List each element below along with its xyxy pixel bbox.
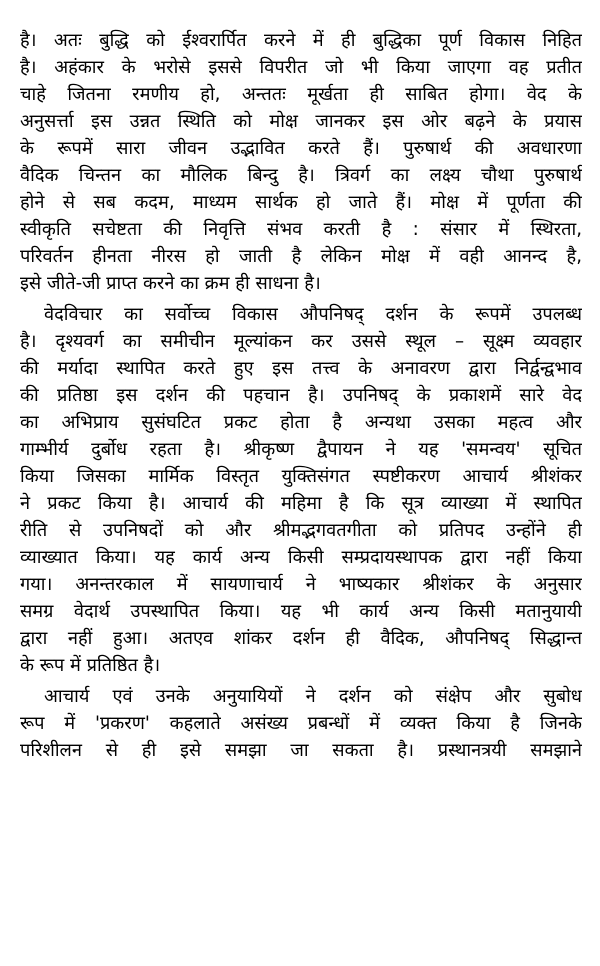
text-line: है। अतः बुद्धि को ईश्वरार्पित करने में ही बुद्धिका पूर्ण विकास निहित (20, 30, 582, 51)
text-line: समग्र वेदार्थ उपस्थापित किया। यह भी कार्य अन्य किसी मतानुयायी (20, 601, 582, 622)
text-line: परिवर्तन हीनता नीरस हो जाती है लेकिन मोक्ष में वही आनन्द है, (20, 246, 582, 267)
text-line: स्वीकृति सचेष्टता की निवृत्ति संभव करती है : संसार में स्थिरता, (20, 219, 582, 240)
text-line: की मर्यादा स्थापित करते हुए इस तत्त्व के अनावरण द्वारा निर्द्वन्द्वभाव (20, 358, 582, 379)
text-line: की प्रतिष्ठा इस दर्शन की पहचान है। उपनिषद् के प्रकाशमें सारे वेद (20, 385, 582, 406)
text-line: रीति से उपनिषदों को और श्रीमद्भगवतगीता को प्रतिपद उन्होंने ही (20, 520, 582, 541)
text-line: के रूप में प्रतिष्ठित है। (20, 655, 161, 676)
text-line: अनुसर्त्ता इस उन्नत स्थिति को मोक्ष जानकर इस ओर बढ़ने के प्रयास (20, 111, 582, 132)
text-line: चाहे जितना रमणीय हो, अन्ततः मूर्खता ही साबित होगा। वेद के (20, 84, 582, 105)
text-line: है। दृश्यवर्ग का समीचीन मूल्यांकन कर उससे स्थूल – सूक्ष्म व्यवहार (20, 331, 582, 352)
text-line: गाम्भीर्य दुर्बोध रहता है। श्रीकृष्ण द्वैपायन ने यह 'समन्वय' सूचित (20, 439, 582, 460)
text-line: द्वारा नहीं हुआ। अतएव शांकर दर्शन ही वैदिक, औपनिषद् सिद्धान्त (20, 628, 582, 649)
text-line: परिशीलन से ही इसे समझा जा सकता है। प्रस्थानत्रयी समझाने (20, 740, 582, 761)
text-line: गया। अनन्तरकाल में सायणाचार्य ने भाष्यकार श्रीशंकर के अनुसार (20, 574, 582, 595)
text-line: का अभिप्राय सुसंघटित प्रकट होता है अन्यथा उसका महत्व और (20, 412, 582, 433)
paragraph-2 (20, 301, 582, 679)
text-line: के रूपमें सारा जीवन उद्भावित करते हैं। पुरुषार्थ की अवधारणा (20, 138, 582, 159)
text-line: वेदविचार का सर्वोच्च विकास औपनिषद् दर्शन के रूपमें उपलब्ध (44, 304, 582, 325)
text-line: इसे जीते-जी प्राप्त करने का क्रम ही साधना है। (20, 273, 321, 294)
text-line: वैदिक चिन्तन का मौलिक बिन्दु है। त्रिवर्ग का लक्ष्य चौथा पुरुषार्थ (20, 165, 582, 186)
text-line: किया जिसका मार्मिक विस्तृत युक्तिसंगत स्पष्टीकरण आचार्य श्रीशंकर (20, 466, 582, 487)
paragraph-3 (20, 683, 582, 764)
text-line: रूप में 'प्रकरण' कहलाते असंख्य प्रबन्धों में व्यक्त किया है जिनके (20, 713, 582, 734)
text-line: ने प्रकट किया है। आचार्य की महिमा है कि सूत्र व्याख्या में स्थापित (20, 493, 582, 514)
text-line: है। अहंकार के भरोसे इससे विपरीत जो भी किया जाएगा वह प्रतीत (20, 57, 582, 78)
text-line: होने से सब कदम, माध्यम सार्थक हो जाते हैं। मोक्ष में पूर्णता की (20, 192, 582, 213)
text-line: व्याख्यात किया। यह कार्य अन्य किसी सम्प्रदायस्थापक द्वारा नहीं किया (20, 547, 582, 568)
paragraph-1 (20, 27, 582, 297)
text-line: आचार्य एवं उनके अनुयायियों ने दर्शन को संक्षेप और सुबोध (44, 686, 582, 707)
document-page (20, 27, 582, 764)
